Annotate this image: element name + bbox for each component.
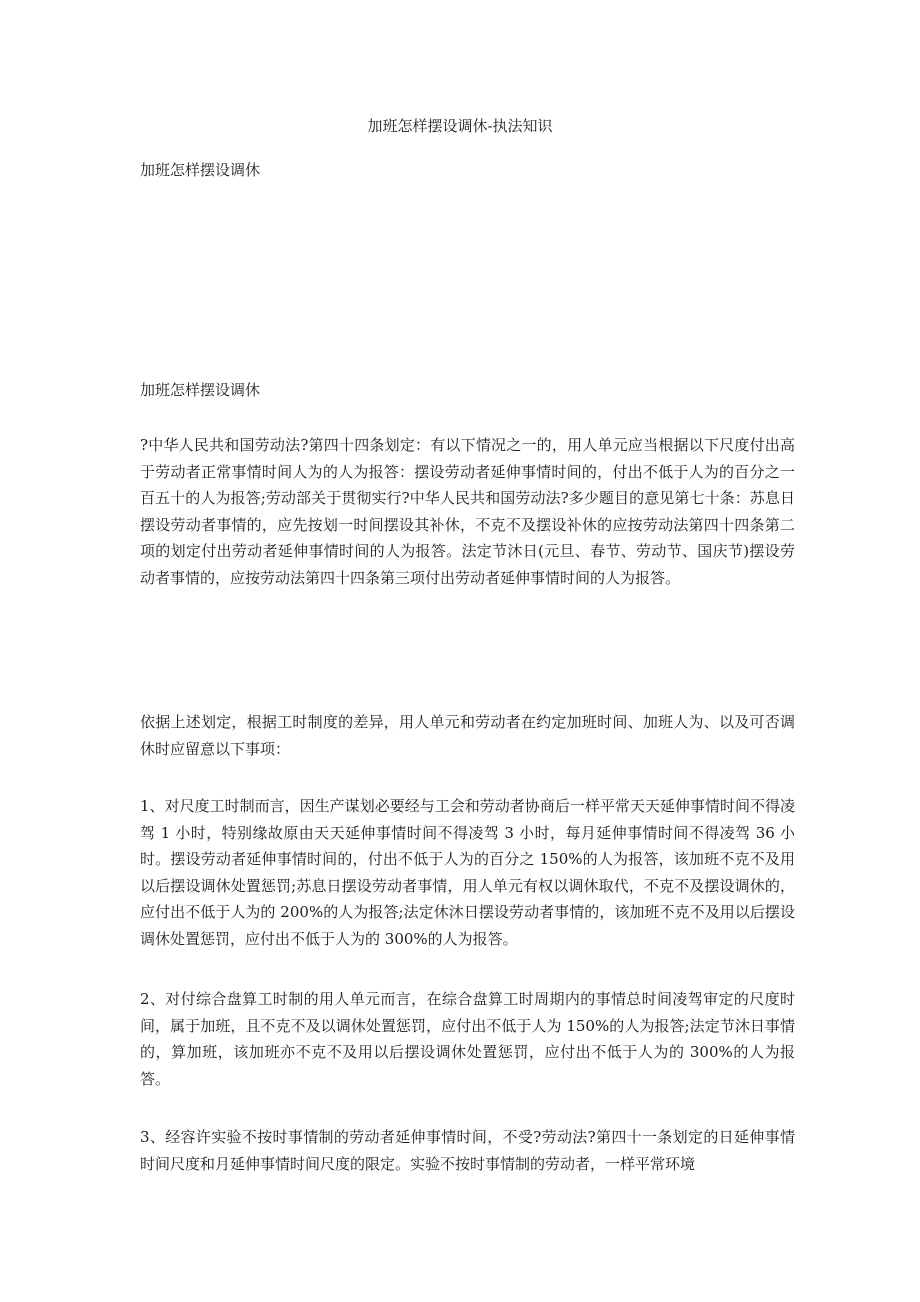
paragraph-item-2-comprehensive-hours: 2、对付综合盘算工时制的用人单元而言，在综合盘算工时周期内的事情总时间凌驾审定的尺度时间，属于加班，且不克不及以调休处置惩罚，应付出不低于人为 150%的人为报答;法定节沐日事情的，算加班，该加班亦不克不及用以后摆设调休处置惩罚，应付出不低于人为的 300%的人为报答。 — [140, 990, 795, 1088]
section-heading-top: 加班怎样摆设调休 — [140, 161, 261, 179]
section-heading-second: 加班怎样摆设调休 — [140, 381, 261, 399]
paragraph-intro-notes: 依据上述划定，根据工时制度的差异，用人单元和劳动者在约定加班时间、加班人为、以及可否调休时应留意以下事项： — [140, 713, 795, 758]
document-title: 加班怎样摆设调休-执法知识 — [367, 117, 553, 135]
paragraph-item-1-standard-hours: 1、对尺度工时制而言，因生产谋划必要经与工会和劳动者协商后一样平常天天延伸事情时间不得凌驾 1 小时，特别缘故原由天天延伸事情时间不得凌驾 3 小时，每月延伸事情时间不得凌驾 36 小时。摆设劳动者延伸事情时间的，付出不低于人为的百分之 150%的人为报答，该加班不克不及用以后摆设调休处置惩罚;苏息日摆设劳动者事情，用人单元有权以调休取代，不克不及摆设调休的，应付出不低于人为的 200%的人为报答;法定休沐日摆设劳动者事情的，该加班不克不及用以后摆设调休处置惩罚，应付出不低于人为的 300%的人为报答。 — [140, 797, 795, 948]
paragraph-item-3-flexible-hours: 3、经容许实验不按时事情制的劳动者延伸事情时间，不受?劳动法?第四十一条划定的日延伸事情时间尺度和月延伸事情时间尺度的限定。实验不按时事情制的劳动者，一样平常环境 — [140, 1128, 795, 1173]
paragraph-labor-law-article-44: ?中华人民共和国劳动法?第四十四条划定：有以下情况之一的，用人单元应当根据以下尺度付出高于劳动者正常事情时间人为的人为报答：摆设劳动者延伸事情时间的，付出不低于人为的百分之一百五十的人为报答;劳动部关于贯彻实行?中华人民共和国劳动法?多少题目的意见第七十条：苏息日摆设劳动者事情的，应先按划一时间摆设其补休，不克不及摆设补休的应按劳动法第四十四条第二项的划定付出劳动者延伸事情时间的人为报答。法定节沐日(元旦、春节、劳动节、国庆节)摆设劳动者事情的，应按劳动法第四十四条第三项付出劳动者延伸事情时间的人为报答。 — [140, 436, 795, 587]
